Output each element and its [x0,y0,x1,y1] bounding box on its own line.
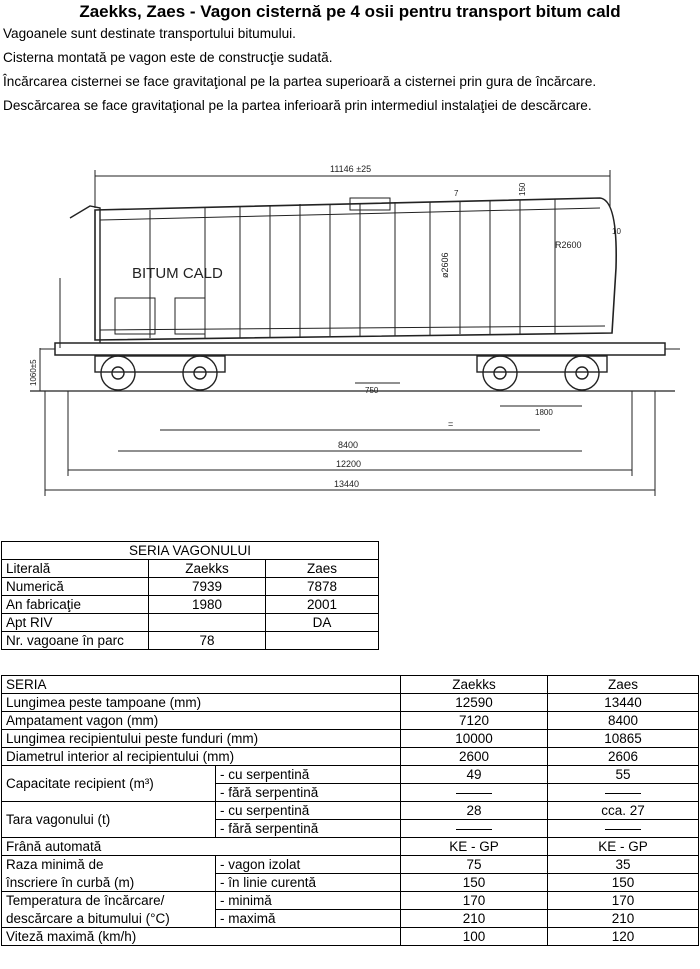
table-row [2,766,699,784]
table-cell: 210 [401,910,548,928]
table-cell: - vagon izolat [216,856,401,874]
table-cell: Apt RIV [2,614,149,632]
table-cell: Nr. vagoane în parc [2,632,149,650]
series-table-heading: SERIA VAGONULUI [2,542,379,560]
table-cell: - fără serpentină [216,784,401,802]
table-cell: Viteză maximă (km/h) [2,928,401,946]
table-row [2,730,699,748]
table-cell: Ampatament vagon (mm) [2,712,401,730]
table-row [2,694,699,712]
dash-mark [605,829,641,830]
table-cell: 150 [401,874,548,892]
table-cell: Lungimea peste tampoane (mm) [2,694,401,712]
dim-7: 7 [454,189,459,198]
table-cell: Literală [2,560,149,578]
table-cell: 7939 [149,578,266,596]
table-cell: KE - GP [548,838,699,856]
table-cell: 100 [401,928,548,946]
table-cell: Tara vagonului (t) [2,802,216,838]
table-cell: 170 [548,892,699,910]
table-row [2,802,699,820]
dash-mark [605,793,641,794]
wagon-technical-drawing [0,148,700,498]
table-row [2,560,379,578]
table-cell: 120 [548,928,699,946]
paragraph-1: Vagoanele sunt destinate transportului bitumului. [3,26,296,41]
table-cell: 28 [401,802,548,820]
table-cell: 12590 [401,694,548,712]
tank-label: BITUM CALD [132,265,223,282]
dim-12200: 12200 [336,459,362,469]
table-cell: 8400 [548,712,699,730]
table-cell: Temperatura de încărcare/ [2,892,216,910]
table-row [2,748,699,766]
specs-table [1,675,699,946]
table-cell: 210 [548,910,699,928]
paragraph-2: Cisterna montată pe vagon este de construcţie sudată. [3,50,333,65]
table-row [2,632,379,650]
table-cell: - în linie curentă [216,874,401,892]
table-cell: 55 [548,766,699,784]
table-cell [266,632,379,650]
table-row [2,892,699,910]
table-row [2,676,699,694]
dim-1800: 1800 [535,408,553,417]
table-cell: - cu serpentină [216,802,401,820]
table-cell: Zaes [266,560,379,578]
table-cell: Lungimea recipientului peste funduri (mm) [2,730,401,748]
dim-750: 750 [365,386,379,395]
table-cell: An fabricaţie [2,596,149,614]
table-cell: Raza minimă de [2,856,216,874]
table-cell: Frână automată [2,838,401,856]
dim-radius: R2600 [555,240,582,250]
table-cell: 75 [401,856,548,874]
table-row [2,856,699,874]
table-cell: Zaes [548,676,699,694]
table-cell: Capacitate recipient (m³) [2,766,216,802]
table-cell: descărcare a bitumului (°C) [2,910,216,928]
table-row [2,578,379,596]
table-cell: 170 [401,892,548,910]
table-row [2,712,699,730]
table-cell: Zaekks [149,560,266,578]
paragraph-3: Încărcarea cisternei se face gravitaţional pe la partea superioară a cisternei prin gura de încărcare. [3,74,597,89]
page-title: Zaekks, Zaes - Vagon cisternă pe 4 osii pentru transport bitum cald [79,2,621,21]
dim-13440: 13440 [334,479,360,489]
table-cell: - maximă [216,910,401,928]
table-cell: KE - GP [401,838,548,856]
table-cell: Diametrul interior al recipientului (mm) [2,748,401,766]
table-cell: 2606 [548,748,699,766]
dim-height: 1060±5 [29,359,38,386]
table-cell: - cu serpentină [216,766,401,784]
table-cell [149,614,266,632]
table-row [2,838,699,856]
table-cell: 78 [149,632,266,650]
table-cell: 10000 [401,730,548,748]
table-row [2,614,379,632]
table-cell: SERIA [2,676,401,694]
dim-10: 10 [612,227,621,236]
table-cell: cca. 27 [548,802,699,820]
table-cell: Zaekks [401,676,548,694]
table-cell: 13440 [548,694,699,712]
table-cell: 2600 [401,748,548,766]
table-cell: 35 [548,856,699,874]
table-cell: 2001 [266,596,379,614]
table-cell: 10865 [548,730,699,748]
table-cell: înscriere în curbă (m) [2,874,216,892]
table-cell: 7878 [266,578,379,596]
dim-8400: 8400 [338,440,359,450]
dim-150: 150 [518,182,527,196]
paragraph-4: Descărcarea se face gravitaţional pe la partea inferioară prin intermediul instalaţiei de descărcare. [3,98,592,113]
table-cell: 7120 [401,712,548,730]
table-cell: - fără serpentină [216,820,401,838]
table-cell: Numerică [2,578,149,596]
table-row [2,874,699,892]
series-table [1,541,379,650]
table-cell: 150 [548,874,699,892]
table-cell: - minimă [216,892,401,910]
table-row [2,928,699,946]
table-cell: 49 [401,766,548,784]
dim-tank-length: 11146 ±25 [330,164,372,174]
dim-diameter: ø2606 [440,252,450,278]
dim-eq: = [448,419,454,429]
table-row [2,596,379,614]
table-cell: DA [266,614,379,632]
dash-mark [456,829,492,830]
table-row [2,910,699,928]
dash-mark [456,793,492,794]
table-cell: 1980 [149,596,266,614]
